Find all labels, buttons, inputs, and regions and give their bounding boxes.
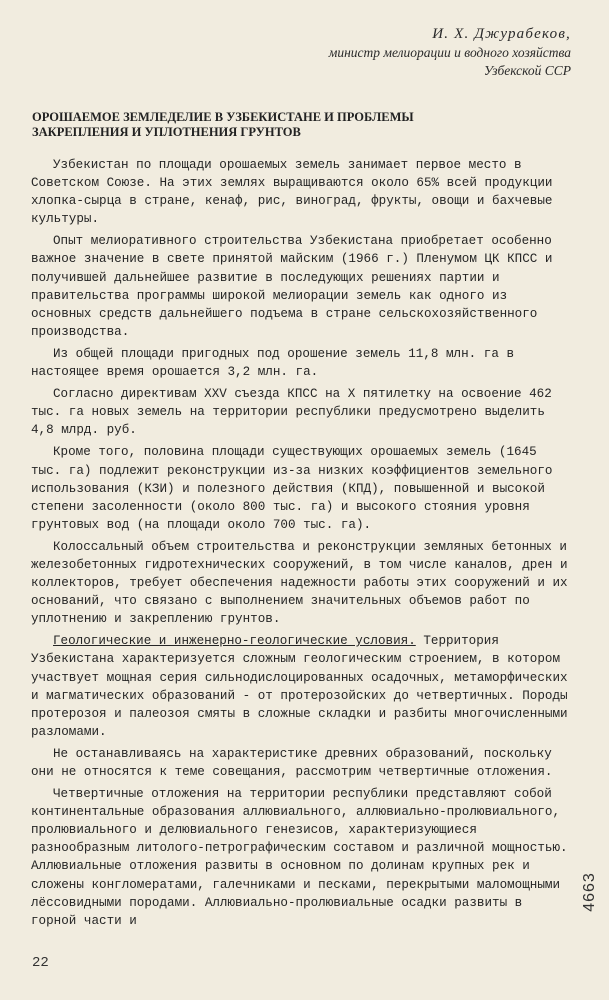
title-line-1: ОРОШАЕМОЕ ЗЕМЛЕДЕЛИЕ В УЗБЕКИСТАНЕ И ПРОБЛЕМЫ	[32, 110, 414, 124]
article-title	[32, 110, 452, 140]
paragraph-4: Согласно директивам XXV съезда КПСС на X пятилетку на освоение 462 тыс. га новых земель на территории республики предусмотрено выделить 4,8 млрд. руб.	[31, 387, 552, 438]
paragraph-2: Опыт мелиоративного строительства Узбекистана приобретает особенно важное значение в свете принятой майским (1966 г.) Пленумом ЦК КПСС и получившей дальнейшее развитие в последующих решениях партии и правительства программы широкой мелиорации земель как одного из основных средств дальнейшего подъема в стране сельскохозяйственного производства.	[31, 234, 553, 339]
author-role-line-2: Узбекской ССР	[483, 63, 571, 78]
paragraph-7	[31, 632, 571, 741]
article-body	[31, 156, 571, 934]
author-name: И. Х. Джурабеков,	[432, 26, 571, 42]
title-line-2: ЗАКРЕПЛЕНИЯ И УПЛОТНЕНИЯ ГРУНТОВ	[32, 125, 301, 139]
paragraph-8: Не останавливаясь на характеристике древних образований, поскольку они не относятся к теме совещания, рассмотрим четвертичные отложения.	[31, 746, 553, 779]
paragraph-9: Четвертичные отложения на территории республики представляют собой континентальные образования аллювиального, аллювиально-пролювиального, пролювиального и делювиального генезисов, характеризующиеся разнообразным литолого-петрографическим составом и различной мощностью. Аллювиальные отложения развиты в основном по долинам крупных рек и сложены конгломератами, галечниками и песками, перекрытыми маломощными лёссовидными породами. Аллювиально-пролювиальные осадки развиты в горной части и	[31, 787, 568, 928]
author-block	[329, 24, 571, 80]
archive-stamp-number: 4663	[581, 872, 598, 912]
section-subheading: Геологические и инженерно-геологические условия.	[53, 634, 416, 649]
page-number: 22	[32, 955, 49, 971]
paragraph-5: Кроме того, половина площади существующих орошаемых земель (1645 тыс. га) подлежит реконструкции из-за низких коэффициентов земельного использования (КЗИ) и полезного действия (КПД), повышенной и высокой степени засоленности (около 800 тыс. га) и высокого стояния уровня грунтовых вод (на площади около 700 тыс. га).	[31, 445, 553, 532]
paragraph-3: Из общей площади пригодных под орошение земель 11,8 млн. га в настоящее время орошается 3,2 млн. га.	[31, 346, 515, 380]
paragraph-1: Узбекистан по площади орошаемых земель занимает первое место в Советском Союзе. На этих землях выращиваются около 65% всей продукции хлопка-сырца в стране, кенаф, рис, виноград, фрукты, овощи и бахчевые культуры.	[31, 158, 553, 227]
author-role-line-1: министр мелиорации и водного хозяйства	[328, 45, 571, 60]
archive-stamp	[578, 852, 602, 932]
paragraph-7-text: Территория Узбекистана характеризуется сложным геологическим строением, в котором участвует мощная серия сильнодислоцированных осадочных, метаморфических и магматических образований - от протерозойских до четвертичных. Породы протерозоя и палеозоя смяты в сложные складки и разбиты многочисленными разломами.	[31, 634, 568, 739]
paragraph-6: Колоссальный объем строительства и реконструкции земляных бетонных и железобетонных гидротехнических сооружений, в том числе каналов, дрен и коллекторов, требует обеспечения надежности работы этих сооружений и их оснований, что связано с выполнением значительных объемов работ по уплотнению и закреплению грунтов.	[31, 539, 568, 627]
